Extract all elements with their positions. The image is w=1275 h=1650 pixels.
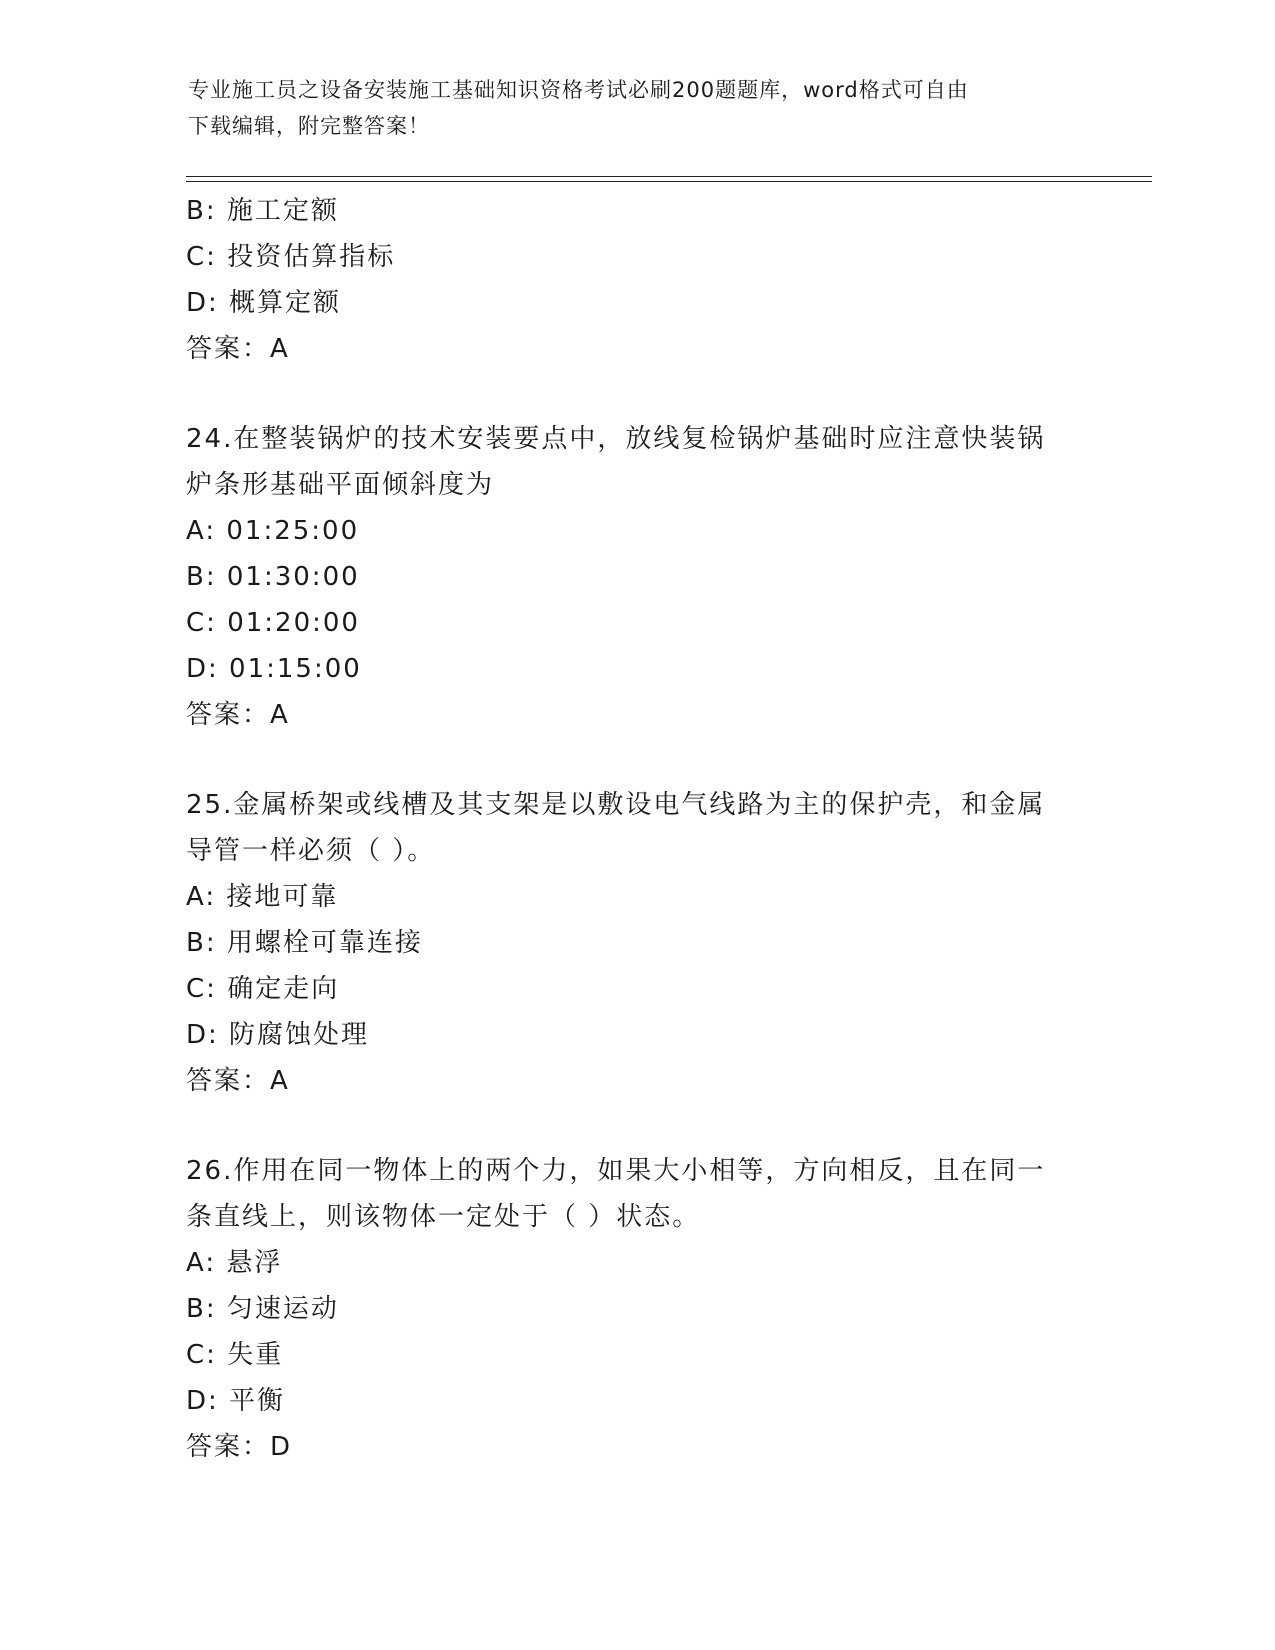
option-letter: D: (186, 654, 219, 684)
option-letter: C: (186, 608, 217, 638)
option-letter: A: (186, 1248, 217, 1278)
option-a (186, 1240, 1086, 1286)
answer-value: A (270, 1066, 290, 1096)
option-b (186, 188, 1086, 234)
option-text: 用螺栓可靠连接 (226, 928, 423, 958)
question-text-line-1: 25.金属桥架或线槽及其支架是以敷设电气线路为主的保护壳，和金属 (186, 790, 1046, 820)
option-text: 01:30:00 (226, 562, 360, 592)
option-text: 接地可靠 (226, 882, 339, 912)
answer-label: 答案： (186, 334, 271, 364)
option-letter: D: (186, 288, 219, 318)
option-text: 01:25:00 (226, 516, 360, 546)
question-text-line-1: 24.在整装锅炉的技术安装要点中，放线复检锅炉基础时应注意快装锅 (186, 424, 1046, 454)
option-letter: A: (186, 516, 217, 546)
option-text: 概算定额 (229, 288, 342, 318)
question-text-line-1: 26.作用在同一物体上的两个力，如果大小相等，方向相反，且在同一 (186, 1156, 1046, 1186)
question-text-line-2: 导管一样必须（ ）。 (186, 836, 436, 866)
answer-label: 答案： (186, 700, 271, 730)
option-d (186, 1012, 1086, 1058)
answer-line (186, 1058, 1086, 1104)
option-letter: C: (186, 974, 217, 1004)
option-c (186, 966, 1086, 1012)
question-text-line-2: 条直线上，则该物体一定处于（ ）状态。 (186, 1202, 701, 1232)
option-text: 悬浮 (226, 1248, 283, 1278)
option-a (186, 508, 1086, 554)
spacer (186, 738, 1086, 782)
option-text: 平衡 (229, 1386, 286, 1416)
answer-line (186, 326, 1086, 372)
header-title-line-1: 专业施工员之设备安装施工基础知识资格考试必刷200题题库，word格式可自由 (188, 78, 969, 102)
answer-label: 答案： (186, 1066, 271, 1096)
header-rule-bottom (186, 181, 1152, 182)
option-text: 防腐蚀处理 (229, 1020, 370, 1050)
answer-value: A (270, 334, 290, 364)
answer-value: A (270, 700, 290, 730)
option-letter: A: (186, 882, 217, 912)
spacer (186, 372, 1086, 416)
header-title-line-2: 下载编辑，附完整答案！ (188, 114, 430, 138)
option-d (186, 280, 1086, 326)
option-b (186, 1286, 1086, 1332)
question-content (186, 188, 1086, 1470)
option-c (186, 1332, 1086, 1378)
option-letter: C: (186, 242, 217, 272)
spacer (186, 1104, 1086, 1148)
option-text: 投资估算指标 (227, 242, 396, 272)
option-text: 确定走向 (227, 974, 340, 1004)
option-c (186, 234, 1086, 280)
option-text: 01:20:00 (227, 608, 360, 638)
option-text: 失重 (227, 1340, 284, 1370)
option-letter: B: (186, 928, 217, 958)
option-a (186, 874, 1086, 920)
question-text-line-2: 炉条形基础平面倾斜度为 (186, 470, 495, 500)
carryover-question-block (186, 188, 1086, 372)
option-text: 01:15:00 (229, 654, 362, 684)
question-block-25 (186, 782, 1086, 1104)
option-letter: D: (186, 1386, 219, 1416)
option-letter: B: (186, 1294, 217, 1324)
option-letter: C: (186, 1340, 217, 1370)
option-letter: D: (186, 1020, 219, 1050)
answer-line (186, 692, 1086, 738)
answer-line (186, 1424, 1086, 1470)
option-letter: B: (186, 196, 217, 226)
answer-label: 答案： (186, 1432, 271, 1462)
header-rule-top (186, 176, 1152, 177)
question-block-24 (186, 416, 1086, 738)
document-header (188, 72, 1088, 144)
option-d (186, 646, 1086, 692)
question-block-26 (186, 1148, 1086, 1470)
option-b (186, 554, 1086, 600)
option-c (186, 600, 1086, 646)
answer-value: D (270, 1432, 293, 1462)
option-letter: B: (186, 562, 217, 592)
option-text: 匀速运动 (226, 1294, 339, 1324)
option-b (186, 920, 1086, 966)
option-d (186, 1378, 1086, 1424)
option-text: 施工定额 (226, 196, 339, 226)
